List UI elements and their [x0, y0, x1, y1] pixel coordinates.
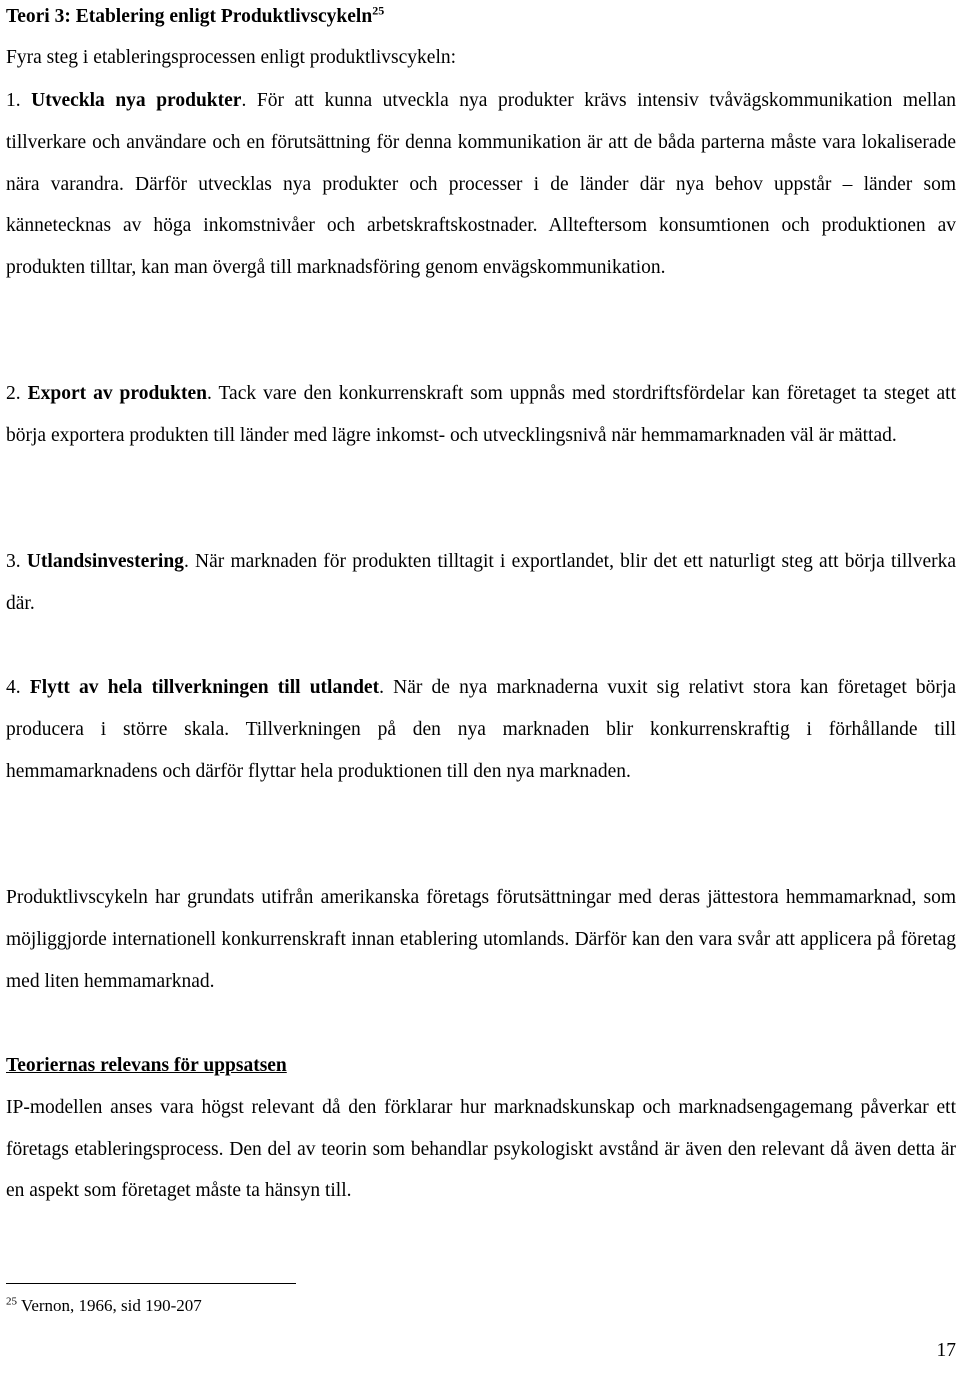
step-1-body: . För att kunna utveckla nya produkter krävs intensiv tvåvägskommunikation mellan tillverkare och användare och en förutsättning för denna kommunikation är att de båda parterna måste vara lokaliserade nära varandra. Därför utvecklas nya produkter och processer i de länder där nya behov uppstår – länder som kännetecknas av höga inkomstnivåer och arbetskraftskostnader. Allteftersom konsumtionen och produktionen av produkten tilltar, kan man övergå till marknadsföring genom envägskommunikation.	[6, 90, 956, 279]
step-3-body: . När marknaden för produkten tilltagit i exportlandet, blir det ett naturligt steg att börja tillverka där.	[6, 551, 956, 614]
step-1-prefix: 1.	[6, 90, 32, 111]
step-2-body: . Tack vare den konkurrenskraft som uppnås med stordriftsfördelar kan företaget ta steget att börja exportera produkten till länder med lägre inkomst- och utvecklingsnivå när hemmamarknaden väl är mättad.	[6, 383, 956, 446]
page-number: 17	[936, 1340, 956, 1361]
step-3-paragraph	[6, 541, 956, 625]
intro-paragraph: Fyra steg i etableringsprocessen enligt produktlivscykeln:	[6, 47, 457, 68]
step-3-prefix: 3.	[6, 551, 27, 572]
step-1-paragraph	[6, 80, 956, 289]
footnote-number: 25	[6, 1295, 17, 1308]
step-2-prefix: 2.	[6, 383, 28, 404]
footnote-text: Vernon, 1966, sid 190-207	[17, 1296, 202, 1315]
relevance-heading: Teoriernas relevans för uppsatsen	[6, 1055, 287, 1076]
footnote	[6, 1294, 202, 1318]
summary-paragraph: Produktlivscykeln har grundats utifrån amerikanska företags förutsättningar med deras jättestora hemmamarknad, som möjliggjorde internationell konkurrenskraft innan etablering utomlands. Därför kan den vara svår att applicera på företag med liten hemmamarknad.	[6, 887, 956, 992]
footnote-divider	[6, 1283, 296, 1284]
step-4-paragraph	[6, 667, 956, 792]
step-1-label: Utveckla nya produkter	[31, 90, 242, 111]
step-2-label: Export av produkten	[27, 383, 207, 404]
section-title-text: Teori 3: Etablering enligt Produktlivscykeln	[6, 6, 373, 27]
step-4-body: . När de nya marknaderna vuxit sig relativt stora kan företaget börja producera i större skala. Tillverkningen på den nya marknaden blir konkurrenskraftig i förhållande till hemmamarknadens och därför flyttar hela produktionen till den nya marknaden.	[6, 677, 956, 782]
section-title	[6, 4, 384, 30]
step-4-label: Flytt av hela tillverkningen till utlandet	[29, 677, 380, 698]
step-3-label: Utlandsinvestering	[26, 551, 184, 572]
step-4-prefix: 4.	[6, 677, 30, 698]
footnote-reference: 25	[372, 3, 385, 18]
document-page	[6, 0, 956, 1388]
relevance-section	[6, 1045, 956, 1212]
step-2-paragraph	[6, 373, 956, 457]
relevance-paragraph: IP-modellen anses vara högst relevant då den förklarar hur marknadskunskap och marknadsengagemang påverkar ett företags etableringsprocess. Den del av teorin som behandlar psykologiskt avstånd är även den relevant då även detta är en aspekt som företaget måste ta hänsyn till.	[6, 1096, 956, 1202]
